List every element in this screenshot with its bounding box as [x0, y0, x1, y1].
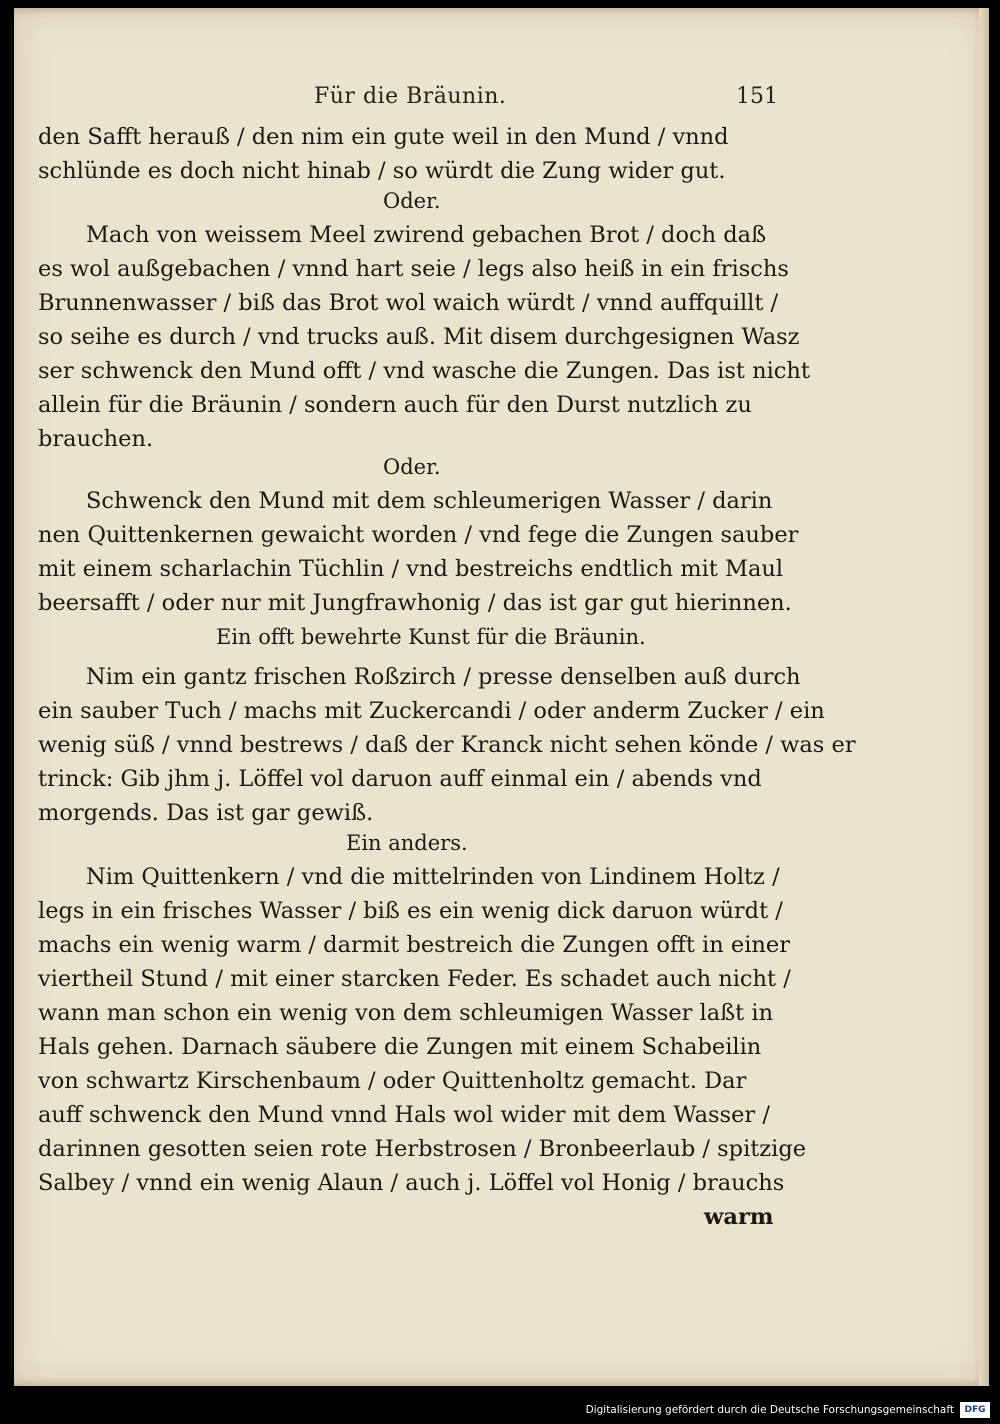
catchword: warm — [704, 1204, 774, 1230]
section-heading: Ein anders. — [346, 831, 468, 855]
text-line: ser schwenck den Mund offt / vnd wasche die Zungen. Das ist nicht — [38, 358, 810, 384]
text-line: ein sauber Tuch / machs mit Zuckercandi / oder anderm Zucker / ein — [38, 698, 825, 724]
text-line: so seihe es durch / vnd trucks auß. Mit disem durchgesignen Wasz — [38, 324, 800, 350]
text-line: darinnen gesotten seien rote Herbstrosen / Bronbeerlaub / spitzige — [38, 1136, 807, 1162]
running-title: Für die Bräunin. — [314, 84, 507, 109]
text-line: Salbey / vnnd ein wenig Alaun / auch j. Löffel vol Honig / brauchs — [38, 1170, 785, 1196]
text-line: trinck: Gib jhm j. Löffel vol daruon auff einmal ein / abends vnd — [38, 766, 762, 792]
text-line: legs in ein frisches Wasser / biß es ein wenig dick daruon würdt / — [38, 898, 783, 924]
text-line: auff schwenck den Mund vnnd Hals wol wider mit dem Wasser / — [38, 1102, 770, 1128]
text-line: Schwenck den Mund mit dem schleumerigen Wasser / darin — [86, 488, 773, 514]
text-line: viertheil Stund / mit einer starcken Feder. Es schadet auch nicht / — [38, 966, 791, 992]
text-line: brauchen. — [38, 426, 154, 452]
text-line: Nim ein gantz frischen Roßzirch / presse denselben auß durch — [86, 664, 801, 690]
text-line: allein für die Bräunin / sondern auch für den Durst nutzlich zu — [38, 392, 752, 418]
text-line: wann man schon ein wenig von dem schleumigen Wasser laßt in — [38, 1000, 774, 1026]
text-line: den Safft herauß / den nim ein gute weil in den Mund / vnnd — [38, 124, 729, 150]
scanned-page — [14, 8, 989, 1386]
text-line: es wol außgebachen / vnnd hart seie / legs also heiß in ein frischs — [38, 256, 789, 282]
text-line: beersafft / oder nur mit Jungfrawhonig / das ist gar gut hierinnen. — [38, 590, 792, 616]
text-line: Mach von weissem Meel zwirend gebachen Brot / doch daß — [86, 222, 767, 248]
text-line: machs ein wenig warm / darmit bestreich die Zungen offt in einer — [38, 932, 790, 958]
text-line: von schwartz Kirschenbaum / oder Quittenholtz gemacht. Dar — [38, 1068, 747, 1094]
text-line: nen Quittenkernen gewaicht worden / vnd fege die Zungen sauber — [38, 522, 799, 548]
page-number: 151 — [736, 84, 778, 109]
text-line: schlünde es doch nicht hinab / so würdt die Zung wider gut. — [38, 158, 726, 184]
section-heading: Ein offt bewehrte Kunst für die Bräunin. — [216, 625, 646, 649]
funding-credit: Digitalisierung gefördert durch die Deutsche Forschungsgemeinschaft — [585, 1404, 954, 1416]
dfg-logo: DFG — [960, 1402, 990, 1418]
text-line: mit einem scharlachin Tüchlin / vnd bestreichs endtlich mit Maul — [38, 556, 784, 582]
text-line: Brunnenwasser / biß das Brot wol waich würdt / vnnd auffquillt / — [38, 290, 779, 316]
section-heading: Oder. — [383, 189, 441, 213]
text-line: wenig süß / vnnd bestrews / daß der Kranck nicht sehen könde / was er — [38, 732, 856, 758]
text-line: Nim Quittenkern / vnd die mittelrinden von Lindinem Holtz / — [86, 864, 780, 890]
page-edge-shadow — [979, 8, 989, 1386]
footer-bar — [0, 1398, 1000, 1424]
text-line: morgends. Das ist gar gewiß. — [38, 800, 374, 826]
text-line: Hals gehen. Darnach säubere die Zungen mit einem Schabeilin — [38, 1034, 762, 1060]
section-heading: Oder. — [383, 455, 441, 479]
